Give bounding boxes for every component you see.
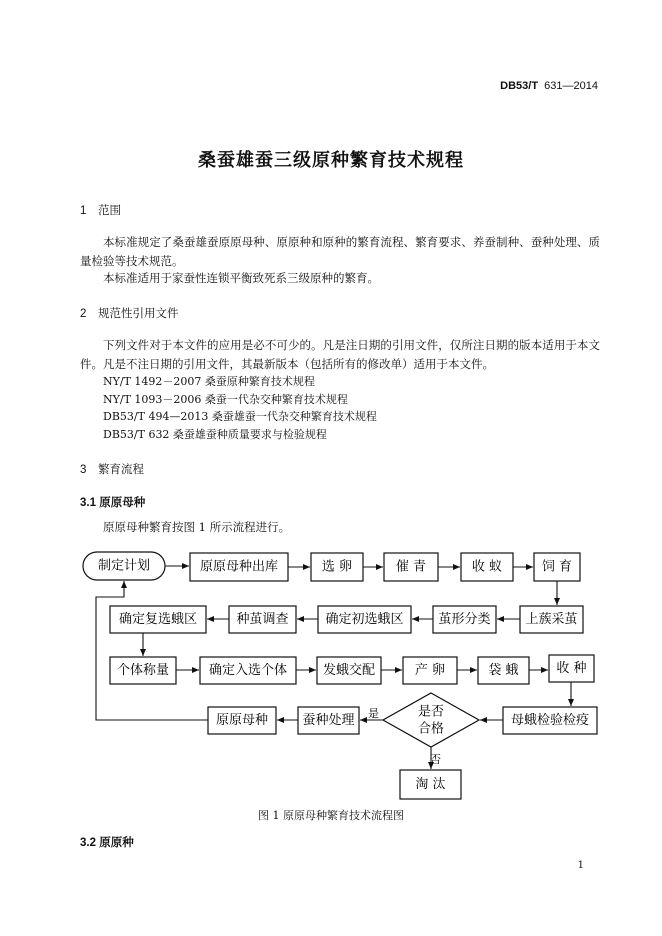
standard-code: DB53/T 631—2014 — [500, 80, 598, 92]
page-number: 1 — [577, 860, 584, 871]
flow-node-classify — [433, 606, 496, 633]
flow-node-select-egg — [311, 553, 363, 581]
flow-node-reselect — [110, 606, 206, 633]
flow-node-bag — [478, 657, 529, 684]
svg-text:饲 育: 饲 育 — [541, 559, 573, 575]
figure-caption: 图 1 原原母种繁育技术流程图 — [258, 809, 404, 822]
svg-text:确定初选蛾区: 确定初选蛾区 — [325, 612, 404, 627]
decision-yes-label: 是 — [368, 707, 379, 720]
flow-node-process — [298, 707, 359, 734]
document-title: 桑蚕雄蚕三级原种繁育技术规程 — [198, 150, 464, 171]
flow-node-harvest — [549, 655, 594, 682]
section-3-heading: 3 繁育流程 — [80, 464, 144, 476]
reference-item: DB53/T 494—2013 桑蚕雄蚕一代杂交种繁育技术规程 — [103, 410, 377, 423]
flow-node-collect — [461, 553, 513, 581]
flow-node-lay — [403, 657, 457, 684]
scope-paragraph-2: 本标准适用于家蚕性连锁平衡致死系三级原种的繁育。 — [103, 271, 379, 285]
svg-text:是否: 是否 — [417, 704, 445, 720]
svg-text:淘 汰: 淘 汰 — [415, 777, 446, 792]
svg-text:催 青: 催 青 — [395, 559, 427, 575]
svg-text:原原母种: 原原母种 — [215, 713, 269, 728]
section-3-2-heading: 3.2 原原种 — [80, 837, 134, 849]
svg-text:选 卵: 选 卵 — [321, 559, 353, 575]
svg-text:原原母种出库: 原原母种出库 — [199, 559, 279, 575]
svg-text:确定复选蛾区: 确定复选蛾区 — [118, 612, 198, 627]
svg-text:袋 蛾: 袋 蛾 — [488, 663, 519, 678]
svg-text:制定计划: 制定计划 — [97, 558, 151, 574]
svg-text:合格: 合格 — [417, 721, 445, 737]
flow-node-out — [190, 553, 288, 581]
svg-text:发蛾交配: 发蛾交配 — [322, 663, 376, 678]
svg-text:茧形分类: 茧形分类 — [438, 612, 491, 627]
reference-item: DB53/T 632 桑蚕雄蚕种质量要求与检验规程 — [103, 428, 327, 441]
flow-intro: 原原母种繁育按图 1 所示流程进行。 — [103, 520, 291, 534]
flow-node-first-select — [318, 606, 411, 633]
flow-node-entry — [200, 657, 296, 684]
flow-node-mating — [317, 657, 381, 684]
section-3-1-heading: 3.1 原原母种 — [80, 497, 146, 509]
svg-text:收 种: 收 种 — [556, 661, 587, 676]
flow-node-reject — [400, 770, 461, 799]
flow-node-result — [208, 707, 276, 734]
svg-text:种茧调查: 种茧调查 — [236, 612, 289, 627]
flow-node-incubate — [384, 553, 438, 581]
decision-no-label: 否 — [430, 753, 441, 766]
reference-item: NY/T 1492－2007 桑蚕原种繁育技术规程 — [103, 375, 315, 388]
flow-node-rear — [534, 553, 580, 581]
flow-node-inspect — [503, 707, 597, 734]
svg-text:产 卵: 产 卵 — [414, 663, 446, 678]
section-1-heading: 1 范围 — [80, 205, 121, 217]
scope-paragraph-1: 本标准规定了桑蚕雄蚕原原母种、原原种和原种的繁育流程、繁育要求、养蚕制种、蚕种处理、质量检验等技术规范。 — [80, 235, 600, 268]
references-intro: 下列文件对于本文件的应用是必不可少的。凡是注日期的引用文件，仅所注日期的版本适用于本文件。凡是不注日期的引用文件，其最新版本（包括所有的修改单）适用于本文件。 — [80, 338, 600, 371]
section-2-heading: 2 规范性引用文件 — [80, 308, 179, 320]
svg-text:母蛾检验检疫: 母蛾检验检疫 — [510, 713, 590, 728]
flow-node-plan — [83, 552, 165, 580]
svg-text:蚕种处理: 蚕种处理 — [302, 713, 355, 728]
svg-text:确定入选个体: 确定入选个体 — [208, 663, 288, 678]
reference-item: NY/T 1093－2006 桑蚕一代杂交种繁育技术规程 — [103, 393, 348, 406]
flow-node-decision — [383, 693, 479, 747]
flow-node-weigh — [110, 657, 176, 684]
flow-node-survey — [229, 606, 296, 633]
svg-text:上蔟采茧: 上蔟采茧 — [525, 612, 578, 627]
flow-node-mount — [520, 606, 583, 633]
svg-text:个体称量: 个体称量 — [116, 663, 170, 678]
svg-text:收 蚁: 收 蚁 — [471, 559, 503, 575]
